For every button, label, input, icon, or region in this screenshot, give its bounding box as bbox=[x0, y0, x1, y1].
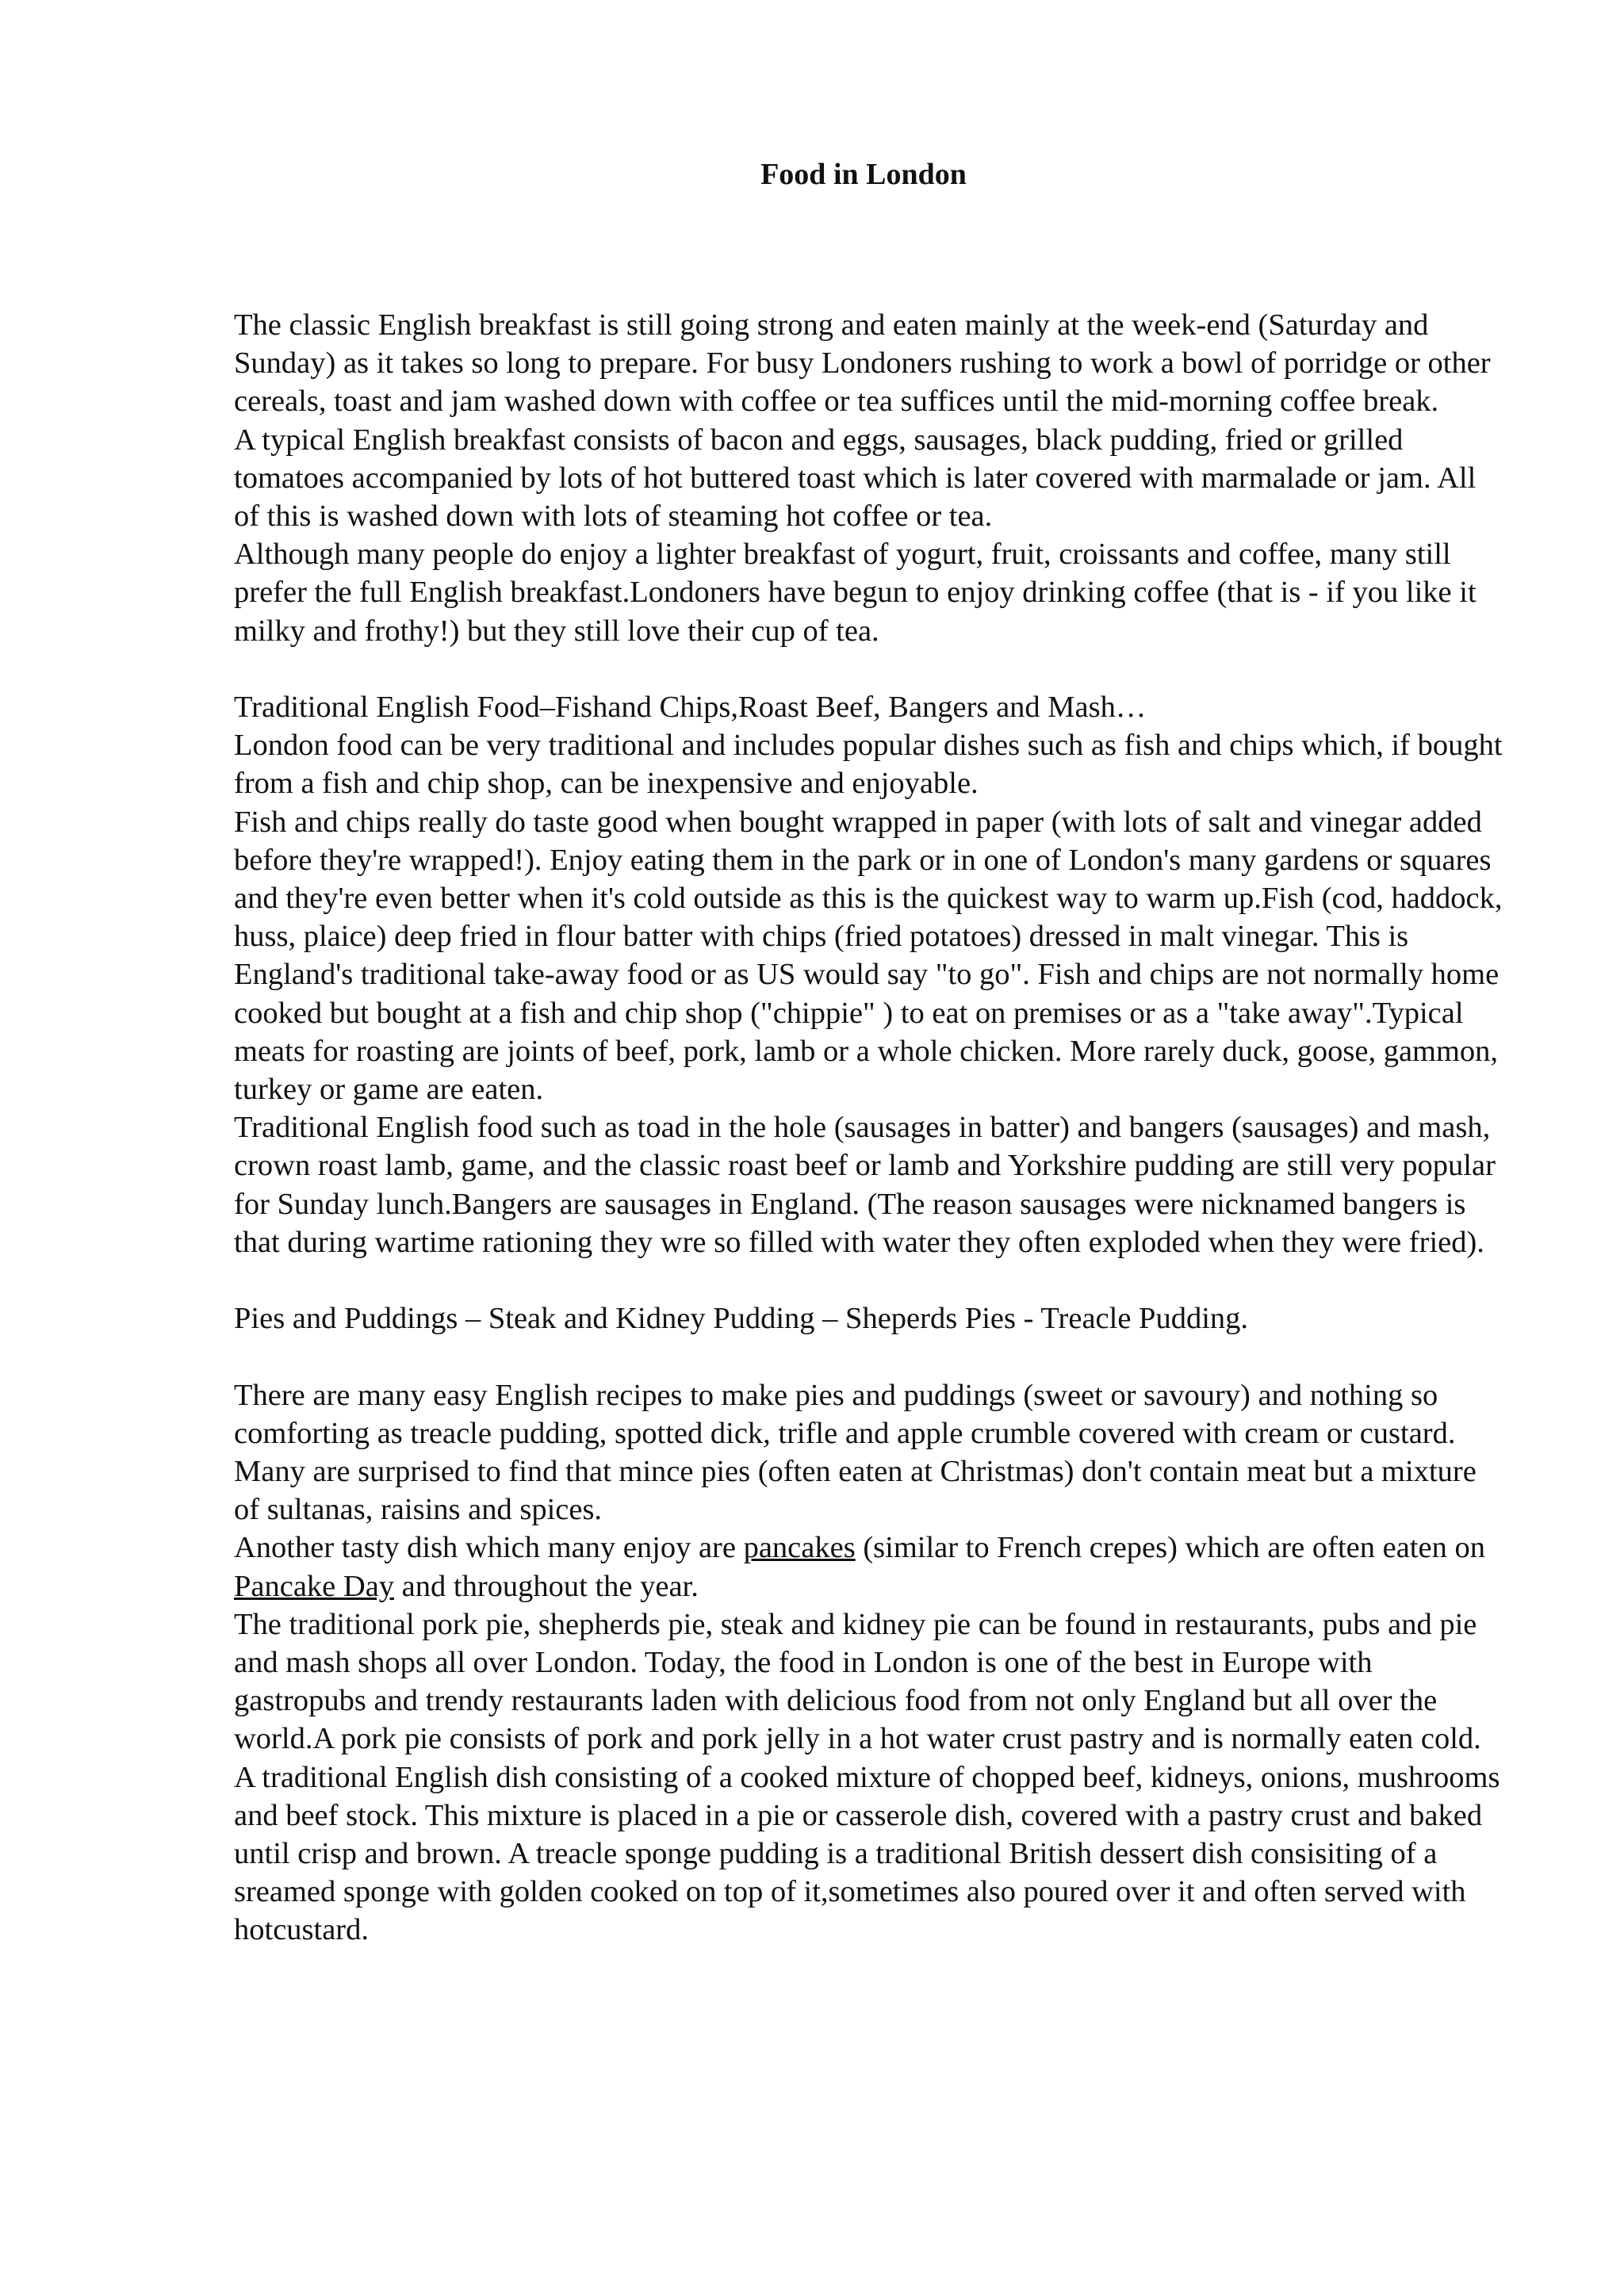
paragraph-london-food: London food can be very traditional and includes popular dishes such as fish and chips which, if bought from a fish and chip shop, can be inexpensive and enjoyable. bbox=[234, 729, 1503, 801]
pancakes-text-before: Another tasty dish which many enjoy are bbox=[234, 1531, 744, 1565]
paragraph-spacer bbox=[234, 1261, 1503, 1299]
paragraph-breakfast-intro: The classic English breakfast is still going strong and eaten mainly at the week-end (Saturday and Sunday) as it takes so long to prepare. For busy Londoners rushing to work a bowl of porridge or other cereals, toast and jam washed down with coffee or tea suffices until the mid-morning coffee break. bbox=[234, 308, 1491, 419]
paragraph-spacer bbox=[234, 1337, 1503, 1376]
pancakes-link[interactable]: pancakes bbox=[743, 1531, 856, 1565]
paragraph-lighter-breakfast: Although many people do enjoy a lighter breakfast of yogurt, fruit, croissants and coffee, many still prefer the full English breakfast.Londoners have begun to enjoy drinking coffee (that is - if you like it milky and frothy!) but they still love their cup of tea. bbox=[234, 538, 1477, 648]
page-title: Food in London bbox=[760, 158, 967, 191]
pancake-day-link[interactable]: Pancake Day bbox=[234, 1569, 395, 1603]
pancakes-text-after: and throughout the year. bbox=[394, 1569, 699, 1603]
section-heading-traditional-food: Traditional English Food–Fishand Chips,Roast Beef, Bangers and Mash… bbox=[234, 691, 1147, 725]
section-heading-pies-puddings: Pies and Puddings – Steak and Kidney Pudding – Sheperds Pies - Treacle Pudding. bbox=[234, 1302, 1249, 1336]
paragraph-spacer bbox=[234, 650, 1503, 688]
document-body bbox=[234, 306, 1503, 1950]
paragraph-pancakes bbox=[234, 1529, 1503, 1605]
paragraph-pork-pie: The traditional pork pie, shepherds pie, steak and kidney pie can be found in restaurants, pubs and pie and mash shops all over London. Today, the food in London is one of the best in Europe with gastropubs and trendy restaurants laden with delicious food from not only England but all over the world.A pork pie consists of pork and pork jelly in a hot water crust pastry and is normally eaten cold. A traditional English dish consisting of a cooked mixture of chopped beef, kidneys, onions, mushrooms and beef stock. This mixture is placed in a pie or casserole dish, covered with a pastry crust and baked until crisp and brown. A treacle sponge pudding is a traditional British dessert dish consisiting of a sreamed sponge with golden cooked on top of it,sometimes also poured over it and often served with hotcustard. bbox=[234, 1607, 1500, 1947]
pancakes-text-middle: (similar to French crepes) which are often eaten on bbox=[855, 1531, 1485, 1565]
paragraph-typical-breakfast: A typical English breakfast consists of bacon and eggs, sausages, black pudding, fried or grilled tomatoes accompanied by lots of hot buttered toast which is later covered with marmalade or jam. All of this is washed down with lots of steaming hot coffee or tea. bbox=[234, 423, 1477, 534]
paragraph-traditional-dishes: Traditional English food such as toad in the hole (sausages in batter) and bangers (sausages) and mash, crown roast lamb, game, and the classic roast beef or lamb and Yorkshire pudding are still very popular for Sunday lunch.Bangers are sausages in England. (The reason sausages were nicknamed bangers is that during wartime rationing they wre so filled with water they often exploded when they were fried). bbox=[234, 1111, 1496, 1259]
paragraph-fish-and-chips: Fish and chips really do taste good when bought wrapped in paper (with lots of salt and vinegar added before they're wrapped!). Enjoy eating them in the park or in one of London's many gardens or squares and they're even better when it's cold outside as this is the quickest way to warm up.Fish (cod, haddock, huss, plaice) deep fried in flour batter with chips (fried potatoes) dressed in malt vinegar. This is England's traditional take-away food or as US would say "to go". Fish and chips are not normally home cooked but bought at a fish and chip shop ("chippie" ) to eat on premises or as a "take away".Typical meats for roasting are joints of beef, pork, lamb or a whole chicken. More rarely duck, goose, gammon, turkey or game are eaten. bbox=[234, 805, 1503, 1107]
paragraph-pies-and-puddings: There are many easy English recipes to make pies and puddings (sweet or savoury) and nothing so comforting as treacle pudding, spotted dick, trifle and apple crumble covered with cream or custard. Many are surprised to find that mince pies (often eaten at Christmas) don't contain meat but a mixture of sultanas, raisins and spices. bbox=[234, 1378, 1477, 1527]
